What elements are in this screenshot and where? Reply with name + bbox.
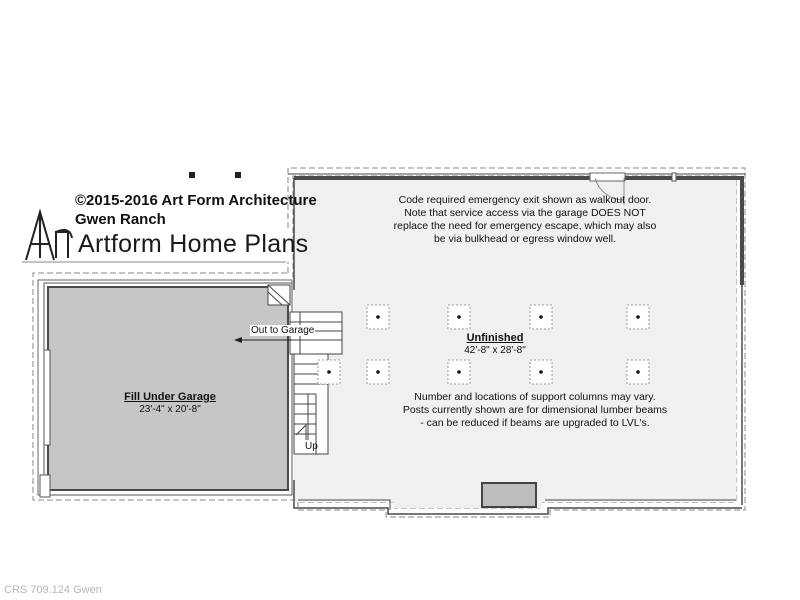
note-line: Posts currently shown are for dimensional lumber beams <box>402 404 668 416</box>
stair-up-label: Up <box>305 441 318 452</box>
note-line: - can be reduced if beams are upgraded to LVL's. <box>420 417 650 429</box>
note-line: Code required emergency exit shown as walkout door. <box>398 194 652 206</box>
plan-name: Gwen Ranch <box>75 211 166 228</box>
unfinished-room-dims: 42'-8" x 28'-8" <box>464 345 526 356</box>
support-columns-note <box>380 391 690 430</box>
emergency-exit-note <box>370 194 680 246</box>
note-line: Note that service access via the garage DOES NOT <box>404 207 646 219</box>
window-well <box>482 483 536 507</box>
plan-code-watermark: CRS 709.124 Gwen <box>4 584 102 596</box>
copyright-text: ©2015-2016 Art Form Architecture <box>75 192 317 209</box>
note-line: replace the need for emergency escape, which may also <box>393 220 657 232</box>
garage-fill-area <box>38 280 292 497</box>
garage-fill-name: Fill Under Garage <box>124 391 216 403</box>
out-to-garage-label: Out to Garage <box>251 325 315 336</box>
garage-fill-dims: 23'-4" x 20'-8" <box>139 404 201 415</box>
brand-name: Artform Home Plans <box>78 230 309 258</box>
plan-marks <box>189 172 241 178</box>
unfinished-room-name: Unfinished <box>466 332 524 344</box>
note-line: be via bulkhead or egress window well. <box>433 233 617 245</box>
note-line: Number and locations of support columns may vary. <box>414 391 656 403</box>
